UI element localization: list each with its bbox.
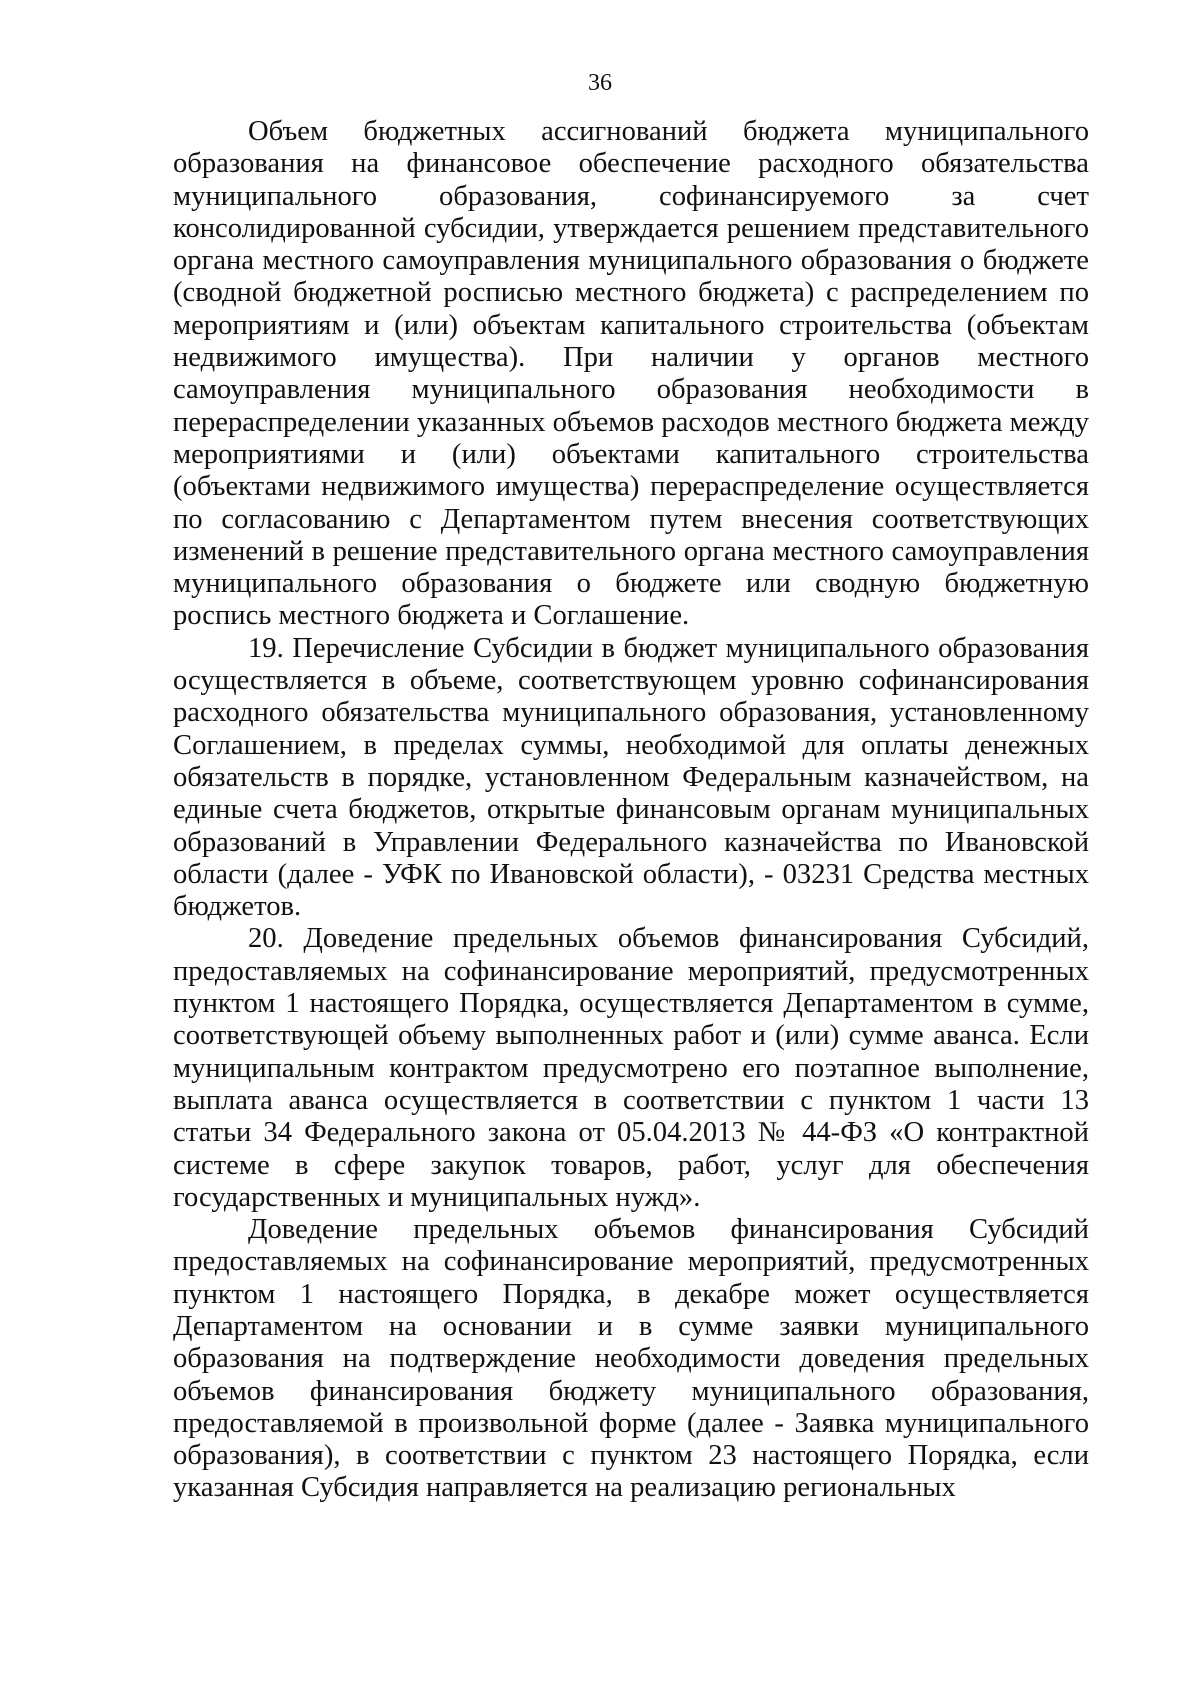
paragraph-december-funding: Доведение предельных объемов финансирования Субсидий предоставляемых на софинансирование мероприятий, предусмотренных пунктом 1 настоящего Порядка, в декабре может осуществляется Департаментом на основании и в сумме заявки муниципального образования на подтверждение необходимости доведения предельных объемов финансирования бюджету муниципального образования, предоставляемой в произвольной форме (далее - Заявка муниципального образования), в соответствии с пунктом 23 настоящего Порядка, если указанная Субсидия направляется на реализацию региональных [173, 1214, 1089, 1504]
paragraph-budget-allocations: Объем бюджетных ассигнований бюджета муниципального образования на финансовое обеспечение расходного обязательства муниципального образования, софинансируемого за счет консолидированной субсидии, утверждается решением представительного органа местного самоуправления муниципального образования о бюджете (сводной бюджетной росписью местного бюджета) с распределением по мероприятиям и (или) объектам капитального строительства (объектам недвижимого имущества). При наличии у органов местного самоуправления муниципального образования необходимости в перераспределении указанных объемов расходов местного бюджета между мероприятиями и (или) объектами капитального строительства (объектами недвижимого имущества) перераспределение осуществляется по согласованию с Департаментом путем внесения соответствующих изменений в решение представительного органа местного самоуправления муниципального образования о бюджете или сводную бюджетную роспись местного бюджета и Соглашение. [173, 116, 1089, 632]
paragraph-20-funding-limits: 20. Доведение предельных объемов финансирования Субсидий, предоставляемых на софинансирование мероприятий, предусмотренных пунктом 1 настоящего Порядка, осуществляется Департаментом в сумме, соответствующей объему выполненных работ и (или) сумме аванса. Если муниципальным контрактом предусмотрено его поэтапное выполнение, выплата аванса осуществляется в соответствии с пунктом 1 части 13 статьи 34 Федерального закона от 05.04.2013 № 44-ФЗ «О контрактной системе в сфере закупок товаров, работ, услуг для обеспечения государственных и муниципальных нужд». [173, 923, 1089, 1213]
paragraph-19-subsidy-transfer: 19. Перечисление Субсидии в бюджет муниципального образования осуществляется в объеме, соответствующем уровню софинансирования расходного обязательства муниципального образования, установленному Соглашением, в пределах суммы, необходимой для оплаты денежных обязательств в порядке, установленном Федеральным казначейством, на единые счета бюджетов, открытые финансовым органам муниципальных образований в Управлении Федерального казначейства по Ивановской области (далее - УФК по Ивановской области), - 03231 Средства местных бюджетов. [173, 632, 1089, 923]
document-body [173, 116, 1089, 1505]
page-number: 36 [588, 70, 612, 96]
